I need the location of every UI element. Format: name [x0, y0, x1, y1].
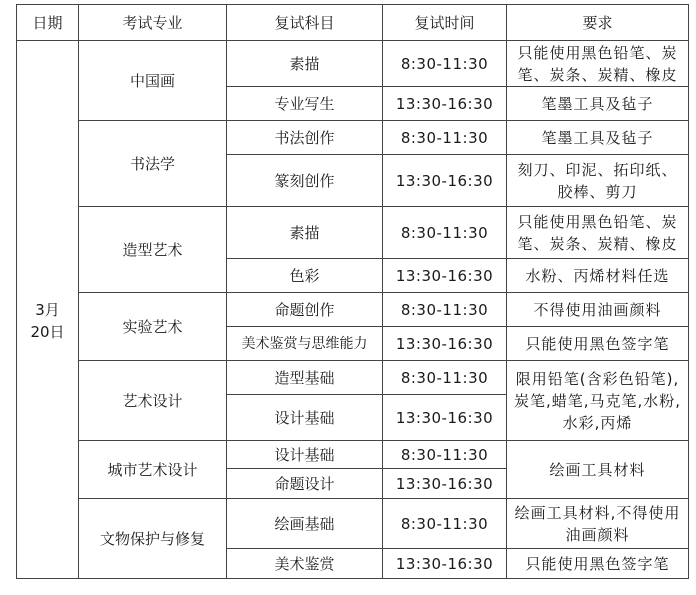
major-cell: 实验艺术: [79, 293, 227, 361]
subject-cell: 美术鉴赏与思维能力: [227, 327, 383, 361]
date-value: 3月 20日: [30, 300, 65, 341]
time-cell: 8:30-11:30: [383, 121, 507, 155]
requirement-cell: 只能使用黑色铅笔、炭笔、炭条、炭精、橡皮: [507, 207, 689, 259]
header-major: 考试专业: [79, 5, 227, 41]
requirement-cell: 水粉、丙烯材料任选: [507, 259, 689, 293]
subject-cell: 设计基础: [227, 441, 383, 469]
major-cell: 造型艺术: [79, 207, 227, 293]
subject-cell: 篆刻创作: [227, 155, 383, 207]
subject-cell: 书法创作: [227, 121, 383, 155]
time-cell: 13:30-16:30: [383, 259, 507, 293]
requirement-cell: 限用铅笔(含彩色铅笔),炭笔,蜡笔,马克笔,水粉,水彩,丙烯: [507, 361, 689, 441]
time-cell: 13:30-16:30: [383, 155, 507, 207]
requirement-cell: 笔墨工具及毡子: [507, 87, 689, 121]
time-cell: 8:30-11:30: [383, 441, 507, 469]
requirement-cell: 刻刀、印泥、拓印纸、胶棒、剪刀: [507, 155, 689, 207]
requirement-cell: 只能使用黑色签字笔: [507, 327, 689, 361]
subject-cell: 命题创作: [227, 293, 383, 327]
time-cell: 13:30-16:30: [383, 87, 507, 121]
table-row: [17, 499, 689, 549]
header-date: 日期: [17, 5, 79, 41]
major-cell: 书法学: [79, 121, 227, 207]
major-cell: 城市艺术设计: [79, 441, 227, 499]
subject-cell: 素描: [227, 207, 383, 259]
requirement-cell: 笔墨工具及毡子: [507, 121, 689, 155]
requirement-cell: 只能使用黑色签字笔: [507, 549, 689, 579]
requirement-cell: 绘画工具材料: [507, 441, 689, 499]
time-cell: 13:30-16:30: [383, 549, 507, 579]
time-cell: 13:30-16:30: [383, 395, 507, 441]
table-row: [17, 293, 689, 327]
time-cell: 8:30-11:30: [383, 207, 507, 259]
header-row: [17, 5, 689, 41]
table-row: [17, 441, 689, 469]
subject-cell: 设计基础: [227, 395, 383, 441]
requirement-cell: 只能使用黑色铅笔、炭笔、炭条、炭精、橡皮: [507, 41, 689, 87]
major-cell: 艺术设计: [79, 361, 227, 441]
header-subject: 复试科目: [227, 5, 383, 41]
table-row: [17, 361, 689, 395]
major-cell: 文物保护与修复: [79, 499, 227, 579]
subject-cell: 造型基础: [227, 361, 383, 395]
time-cell: 8:30-11:30: [383, 41, 507, 87]
exam-schedule-table: [16, 4, 689, 579]
table-row: [17, 41, 689, 87]
date-cell: [17, 41, 79, 579]
header-time: 复试时间: [383, 5, 507, 41]
requirement-cell: 绘画工具材料,不得使用油画颜料: [507, 499, 689, 549]
subject-cell: 绘画基础: [227, 499, 383, 549]
requirement-cell: 不得使用油画颜料: [507, 293, 689, 327]
time-cell: 8:30-11:30: [383, 361, 507, 395]
subject-cell: 美术鉴赏: [227, 549, 383, 579]
time-cell: 8:30-11:30: [383, 499, 507, 549]
table-row: [17, 207, 689, 259]
time-cell: 13:30-16:30: [383, 469, 507, 499]
time-cell: 13:30-16:30: [383, 327, 507, 361]
time-cell: 8:30-11:30: [383, 293, 507, 327]
header-requirement: 要求: [507, 5, 689, 41]
subject-cell: 素描: [227, 41, 383, 87]
major-cell: 中国画: [79, 41, 227, 121]
subject-cell: 命题设计: [227, 469, 383, 499]
table-row: [17, 121, 689, 155]
subject-cell: 专业写生: [227, 87, 383, 121]
subject-cell: 色彩: [227, 259, 383, 293]
